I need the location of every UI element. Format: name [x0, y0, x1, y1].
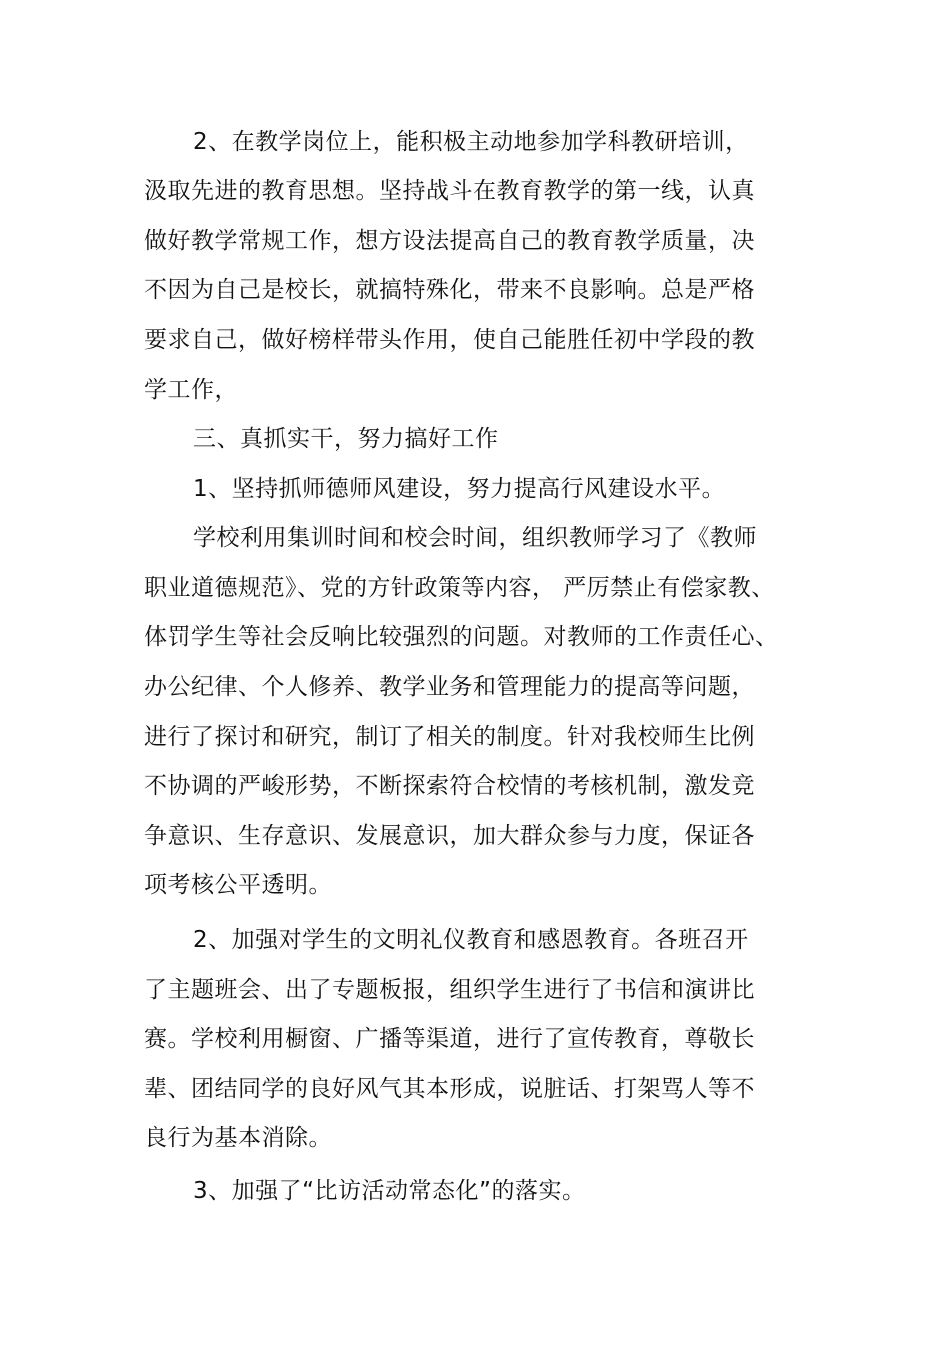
paragraph-line: 做好教学常规工作，想方设法提高自己的教育教学质量，决: [144, 228, 755, 254]
paragraph-line: 良行为基本消除。: [144, 1125, 332, 1151]
paragraph-line: 要求自己，做好榜样带头作用，使自己能胜任初中学段的教: [144, 327, 755, 353]
paragraph-line: 体罚学生等社会反响比较强烈的问题。对教师的工作责任心、: [144, 624, 779, 650]
paragraph-line: 了主题班会、出了专题板报，组织学生进行了书信和演讲比: [144, 977, 755, 1003]
paragraph-line: 进行了探讨和研究，制订了相关的制度。针对我校师生比例: [144, 724, 755, 750]
paragraph-line: 辈、团结同学的良好风气其本形成，说脏话、打架骂人等不: [144, 1076, 755, 1102]
paragraph-line: 3、加强了“比访活动常态化”的落实。: [193, 1178, 586, 1204]
paragraph-line: 2、在教学岗位上，能积极主动地参加学科教研培训，: [193, 129, 749, 155]
paragraph-line: 1、坚持抓师德师风建设，努力提高行风建设水平。: [193, 476, 726, 502]
paragraph-line: 赛。学校利用橱窗、广播等渠道，进行了宣传教育，尊敬长: [144, 1026, 755, 1052]
section-heading: 三、真抓实干，努力搞好工作: [193, 426, 499, 452]
paragraph-line: 职业道德规范》、党的方针政策等内容， 严厉禁止有偿家教、: [144, 575, 775, 601]
paragraph-line: 学校利用集训时间和校会时间，组织教师学习了《教师: [193, 525, 757, 551]
paragraph-line: 学工作，: [144, 377, 238, 403]
paragraph-line: 不协调的严峻形势，不断探索符合校情的考核机制，激发竞: [144, 773, 755, 799]
paragraph-line: 项考核公平透明。: [144, 872, 332, 898]
paragraph-line: 汲取先进的教育思想。坚持战斗在教育教学的第一线，认真: [144, 178, 755, 204]
paragraph-line: 2、加强对学生的文明礼仪教育和感恩教育。各班召开: [193, 927, 749, 953]
paragraph-line: 办公纪律、个人修养、教学业务和管理能力的提高等问题，: [144, 674, 755, 700]
paragraph-line: 争意识、生存意识、发展意识，加大群众参与力度，保证各: [144, 823, 755, 849]
paragraph-line: 不因为自己是校长，就搞特殊化，带来不良影响。总是严格: [144, 277, 755, 303]
